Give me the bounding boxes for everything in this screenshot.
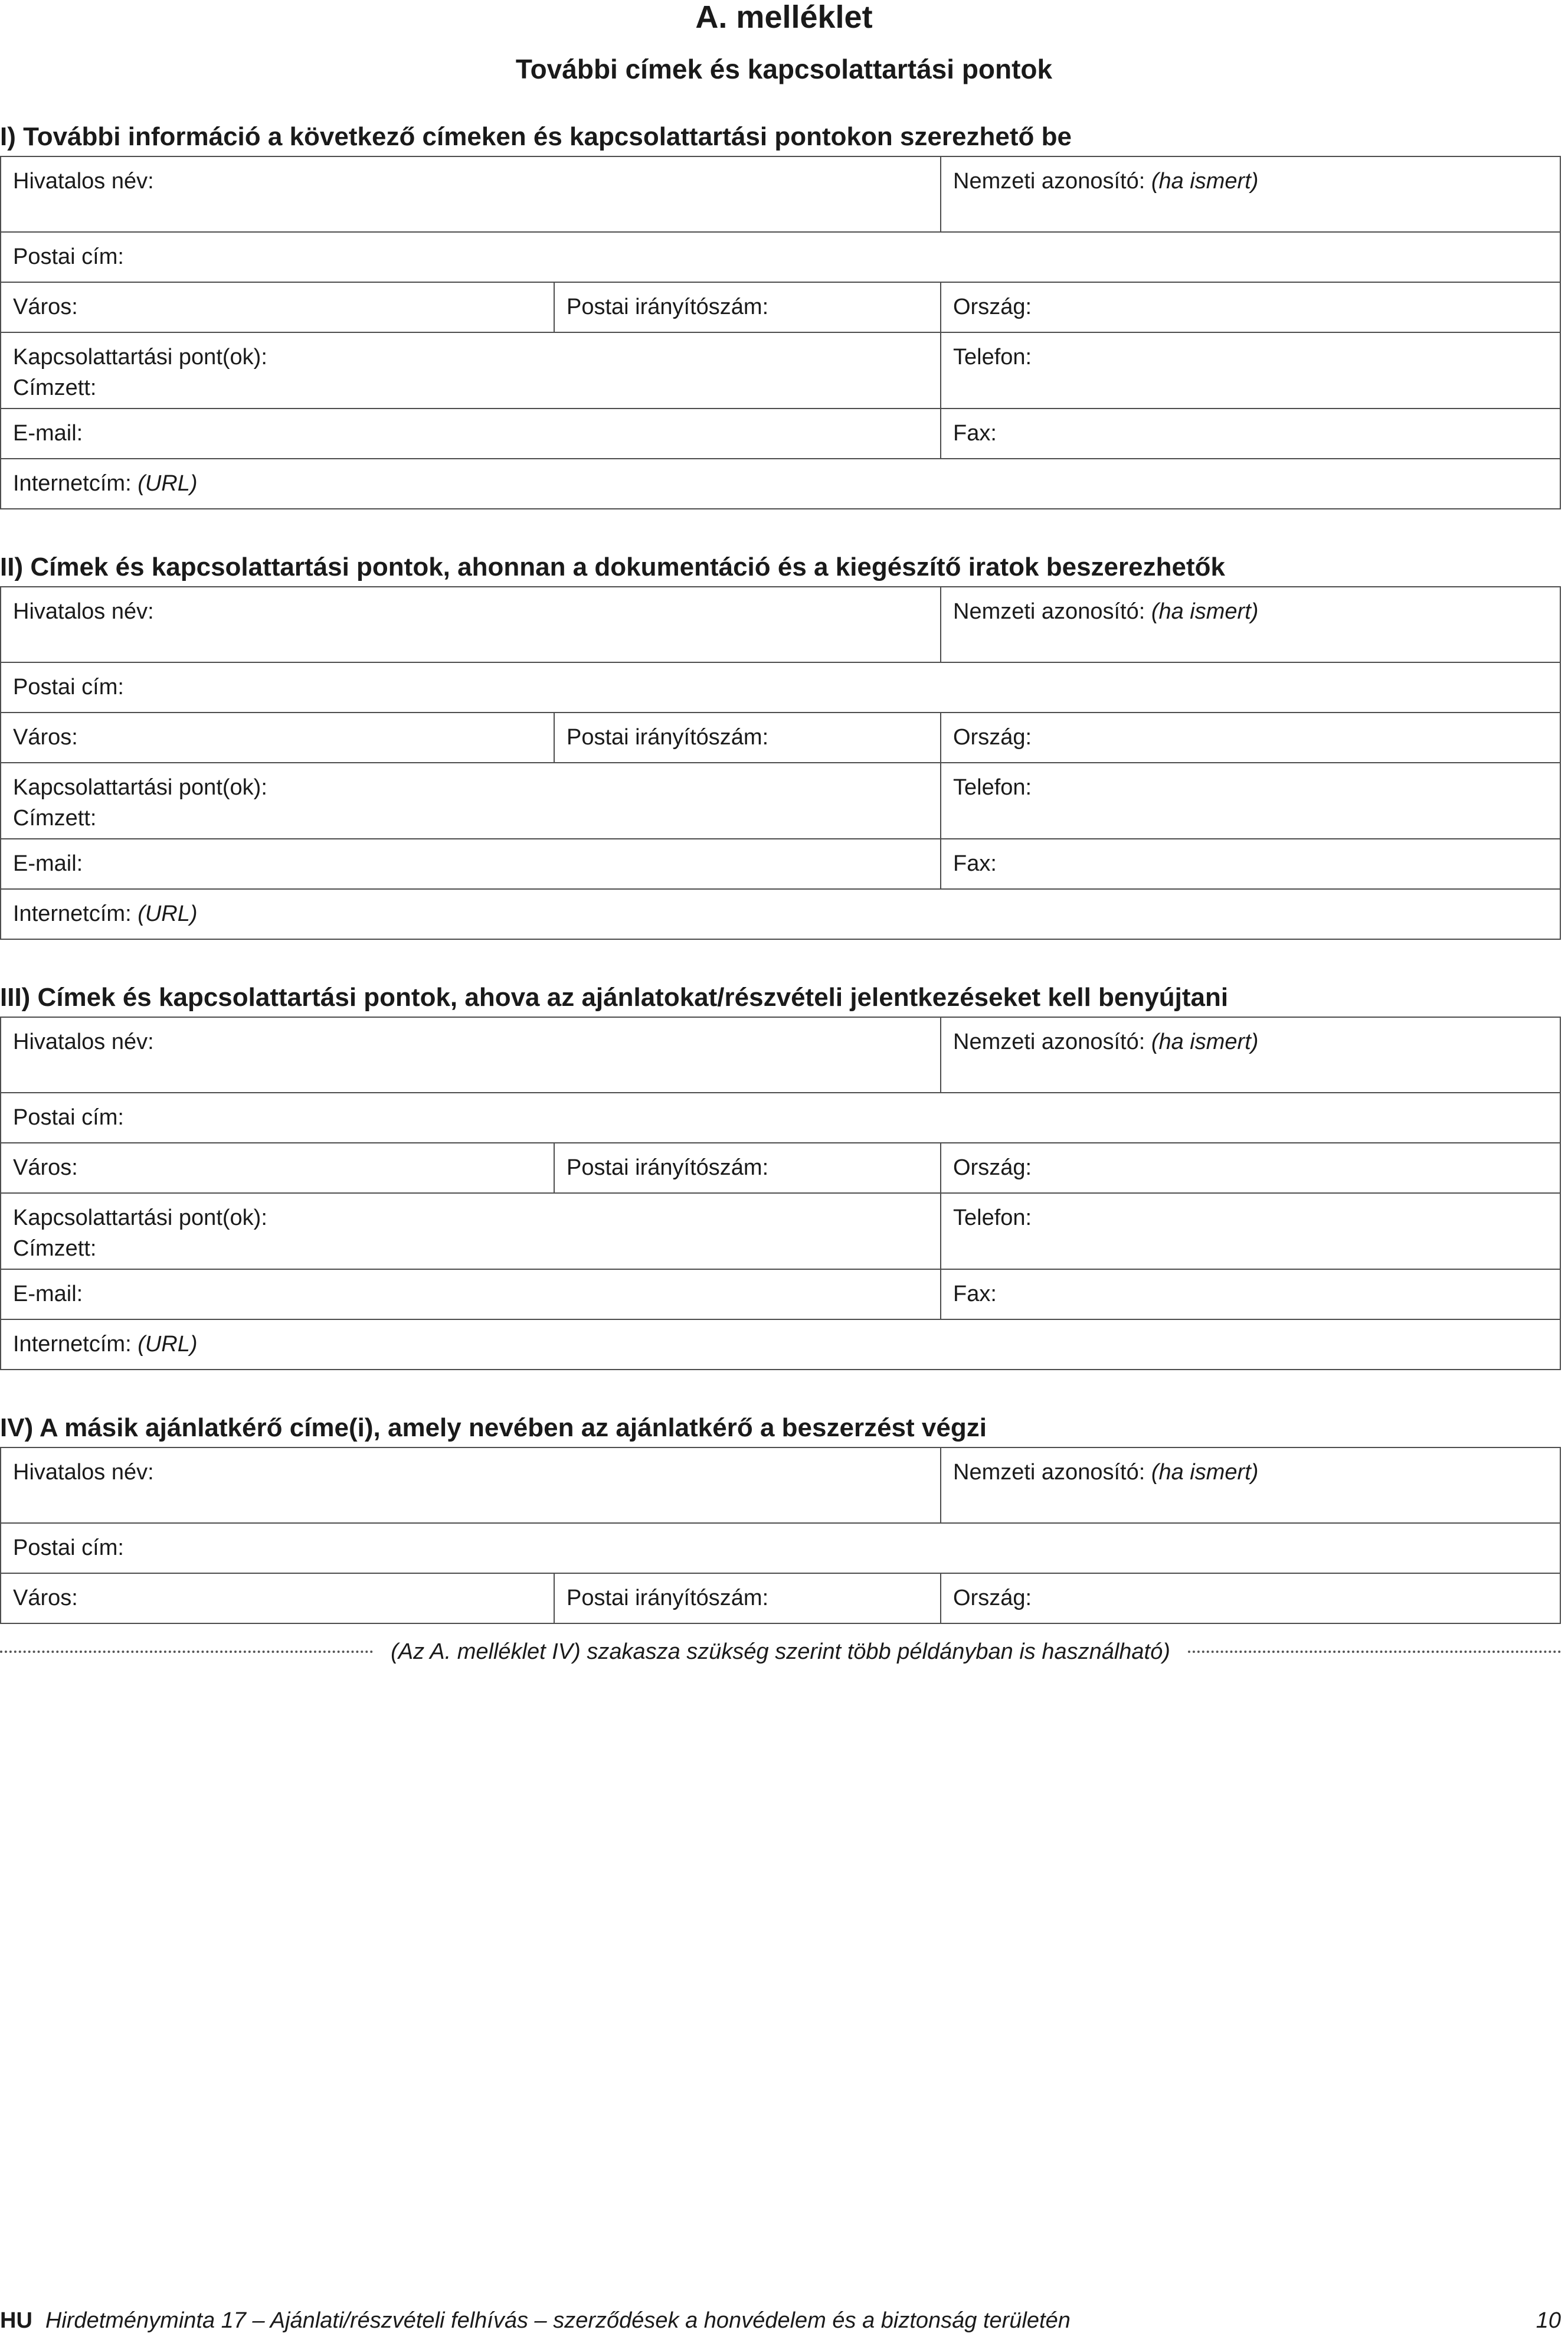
official-name-field[interactable]: Hivatalos név: xyxy=(1,587,941,662)
section-2 xyxy=(0,551,1561,940)
national-id-field[interactable] xyxy=(941,1448,1560,1522)
page-footer xyxy=(0,2305,1561,2336)
national-id-note: (ha ismert) xyxy=(1151,599,1259,624)
national-id-note: (ha ismert) xyxy=(1151,1460,1259,1485)
attention-label: Címzett: xyxy=(13,1236,97,1261)
address-form-table xyxy=(0,1447,1561,1624)
contact-points-field[interactable] xyxy=(1,1194,941,1269)
national-id-field[interactable] xyxy=(941,1018,1560,1092)
national-id-field[interactable] xyxy=(941,587,1560,662)
country-field[interactable]: Ország: xyxy=(953,725,1032,750)
address-form-table xyxy=(0,1017,1561,1370)
internet-label: Internetcím: xyxy=(13,471,132,496)
contact-points-label: Kapcsolattartási pont(ok): xyxy=(13,1205,267,1230)
national-id-note: (ha ismert) xyxy=(1151,1030,1259,1054)
official-name-field[interactable]: Hivatalos név: xyxy=(1,1448,941,1522)
section-heading: IV) A másik ajánlatkérő címe(i), amely nevében az ajánlatkérő a beszerzést végzi xyxy=(0,1413,987,1442)
section-4 xyxy=(0,1411,1561,1624)
page-title: A. melléklet xyxy=(695,0,873,35)
attention-label: Címzett: xyxy=(13,806,97,831)
repeat-notice xyxy=(0,1637,1561,1666)
national-id-label: Nemzeti azonosító: xyxy=(953,169,1145,194)
official-name-field[interactable]: Hivatalos név: xyxy=(1,157,941,231)
country-field[interactable]: Ország: xyxy=(953,1586,1032,1610)
postal-code-field[interactable]: Postai irányítószám: xyxy=(555,283,941,332)
postal-address-field[interactable]: Postai cím: xyxy=(13,244,124,269)
notice-text: (Az A. melléklet IV) szakasza szükség szerint több példányban is használható) xyxy=(391,1639,1170,1664)
footer-title: Hirdetményminta 17 – Ajánlati/részvételi felhívás – szerződések a honvédelem és a biztonság területén xyxy=(45,2308,1071,2333)
email-field[interactable]: E-mail: xyxy=(1,839,941,888)
internet-address-field[interactable] xyxy=(1,1320,1560,1369)
internet-note: (URL) xyxy=(138,471,198,496)
section-1 xyxy=(0,120,1561,509)
internet-note: (URL) xyxy=(138,1332,198,1357)
national-id-field[interactable] xyxy=(941,157,1560,231)
postal-code-field[interactable]: Postai irányítószám: xyxy=(555,1574,941,1623)
national-id-note: (ha ismert) xyxy=(1151,169,1259,194)
address-form-table xyxy=(0,156,1561,509)
country-field[interactable]: Ország: xyxy=(953,295,1032,319)
dotted-divider xyxy=(1188,1651,1561,1653)
national-id-label: Nemzeti azonosító: xyxy=(953,599,1145,624)
national-id-label: Nemzeti azonosító: xyxy=(953,1460,1145,1485)
email-field[interactable]: E-mail: xyxy=(1,1270,941,1319)
postal-address-field[interactable]: Postai cím: xyxy=(13,1535,124,1560)
country-field[interactable]: Ország: xyxy=(953,1155,1032,1180)
attention-label: Címzett: xyxy=(13,375,97,400)
fax-field[interactable]: Fax: xyxy=(953,1282,997,1306)
postal-code-field[interactable]: Postai irányítószám: xyxy=(555,1143,941,1192)
postal-address-field[interactable]: Postai cím: xyxy=(13,1105,124,1130)
language-code: HU xyxy=(0,2308,32,2333)
internet-label: Internetcím: xyxy=(13,901,132,926)
internet-address-field[interactable] xyxy=(1,890,1560,939)
official-name-field[interactable]: Hivatalos név: xyxy=(1,1018,941,1092)
national-id-label: Nemzeti azonosító: xyxy=(953,1030,1145,1054)
section-heading: II) Címek és kapcsolattartási pontok, ahonnan a dokumentáció és a kiegészítő iratok beszerezhetők xyxy=(0,553,1225,581)
city-field[interactable]: Város: xyxy=(1,1143,555,1192)
page-subtitle: További címek és kapcsolattartási pontok xyxy=(515,54,1053,84)
phone-field[interactable]: Telefon: xyxy=(953,345,1032,370)
phone-field[interactable]: Telefon: xyxy=(953,1205,1032,1230)
section-heading: III) Címek és kapcsolattartási pontok, ahova az ajánlatokat/részvételi jelentkezéseket kell benyújtani xyxy=(0,983,1229,1012)
email-field[interactable]: E-mail: xyxy=(1,409,941,458)
internet-address-field[interactable] xyxy=(1,459,1560,508)
section-heading: I) További információ a következő címeken és kapcsolattartási pontokon szerezhető be xyxy=(0,122,1072,151)
fax-field[interactable]: Fax: xyxy=(953,851,997,876)
phone-field[interactable]: Telefon: xyxy=(953,775,1032,800)
contact-points-label: Kapcsolattartási pont(ok): xyxy=(13,345,267,370)
postal-address-field[interactable]: Postai cím: xyxy=(13,675,124,700)
contact-points-label: Kapcsolattartási pont(ok): xyxy=(13,775,267,800)
city-field[interactable]: Város: xyxy=(1,713,555,762)
fax-field[interactable]: Fax: xyxy=(953,421,997,446)
contact-points-field[interactable] xyxy=(1,763,941,838)
postal-code-field[interactable]: Postai irányítószám: xyxy=(555,713,941,762)
internet-label: Internetcím: xyxy=(13,1332,132,1357)
city-field[interactable]: Város: xyxy=(1,283,555,332)
section-3 xyxy=(0,981,1561,1370)
internet-note: (URL) xyxy=(138,901,198,926)
dotted-divider xyxy=(0,1651,373,1653)
address-form-table xyxy=(0,586,1561,940)
city-field[interactable]: Város: xyxy=(1,1574,555,1623)
contact-points-field[interactable] xyxy=(1,333,941,408)
page-number: 10 xyxy=(1536,2308,1561,2333)
